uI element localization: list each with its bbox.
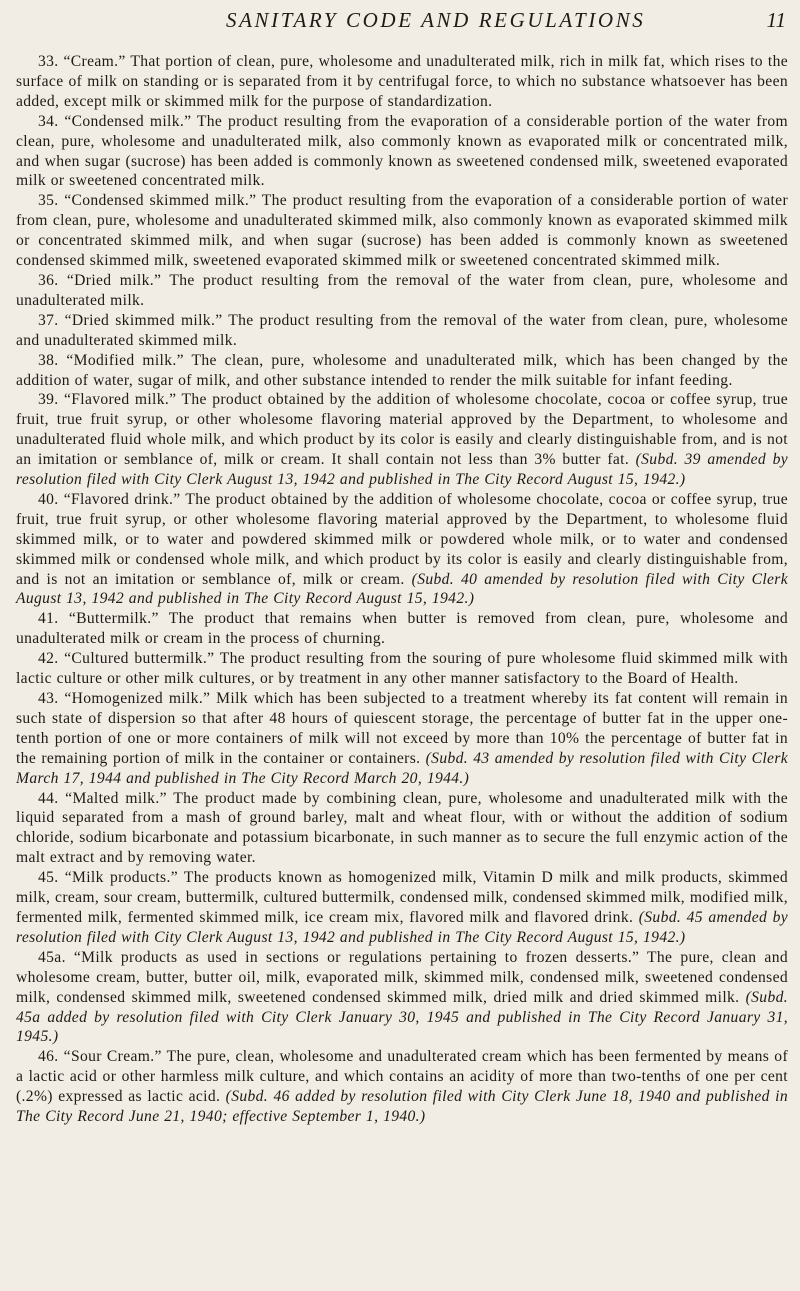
definition-text: “Condensed skimmed milk.” The product resulting from the evaporation of a considerable portion of water from clean, pure, wholesome and unadulterated skimmed milk, also commonly known as evaporated skimmed milk or concentrated skimmed milk, and when sugar (sucrose) has been added is commonly known as sweetened condensed skimmed milk, sweetened evaporated skimmed milk or sweetened concentrated skimmed milk. [16,192,788,270]
section-number: 46. [38,1048,59,1066]
definition-paragraph [16,689,788,789]
definition-paragraph [16,649,788,689]
definition-paragraph [16,948,788,1048]
page-number: 11 [766,8,786,32]
amendment-note: (Subd. 40 amended by resolution filed with City Clerk August 13, 1942 and published in The City Record August 15, 1942.) [16,570,788,608]
amendment-note: (Subd. 45 amended by resolution filed with City Clerk August 13, 1942 and published in The City Record August 15, 1942.) [16,908,789,946]
definition-paragraph [16,490,788,609]
body-text [16,52,788,1127]
section-number: 37. [38,311,59,329]
section-number: 39. [38,391,59,409]
section-number: 38. [38,351,59,369]
section-number: 34. [38,112,59,130]
definition-paragraph [16,1047,788,1127]
definition-text: “Flavored drink.” The product obtained by the addition of wholesome chocolate, cocoa or coffee syrup, true fruit, true fruit syrup, or other wholesome flavoring material approved by the Department, to wholesome fluid skimmed milk, or to water and powdered skimmed milk or powdered whole milk, or to water and condensed skimmed milk or condensed whole milk, and which product by its color is easily and clearly distinguishable from, and is not an imitation or semblance of, milk or cream. [16,490,789,588]
section-number: 45. [38,869,59,887]
section-number: 35. [38,192,59,210]
definition-paragraph [16,868,788,948]
definition-text: “Milk products as used in sections or regulations pertaining to frozen desserts.” The pure, clean and wholesome cream, butter, butter oil, milk, evaporated milk, skimmed milk, condensed milk, sweetened condensed milk, condensed skimmed milk, sweetened condensed skimmed milk, dried milk and dried skimmed milk. [16,948,788,1006]
section-number: 44. [38,789,59,807]
amendment-note: (Subd. 39 amended by resolution filed with City Clerk August 13, 1942 and published in The City Record August 15, 1942.) [16,451,789,489]
definition-text: “Dried milk.” The product resulting from the removal of the water from clean, pure, wholesome and unadulterated milk. [16,271,788,309]
section-number: 41. [38,610,59,628]
definition-text: “Buttermilk.” The product that remains when butter is removed from clean, pure, wholesome and unadulterated milk or cream in the process of churning. [16,610,789,648]
definition-paragraph [16,311,788,351]
running-head: SANITARY CODE AND REGULATIONS [226,8,646,32]
definition-text: “Condensed milk.” The product resulting from the evaporation of a considerable portion of the water from clean, pure, wholesome and unadulterated milk, also commonly known as evaporated milk or concentrated milk, and when sugar (sucrose) has been added is commonly known as sweetened condensed milk, sweetened evaporated milk or sweetened concentrated milk. [16,112,789,190]
section-number: 33. [38,53,59,70]
amendment-note: (Subd. 46 added by resolution filed with City Clerk June 18, 1940 and published in The City Record June 21, 1940; effective September 1, 1940.) [16,1088,788,1126]
definition-paragraph [16,112,788,192]
section-number: 40. [38,490,59,508]
definition-text: “Dried skimmed milk.” The product resulting from the removal of the water from clean, pure, wholesome and unadulterated skimmed milk. [16,311,788,349]
section-number: 43. [38,690,59,707]
definition-text: “Flavored milk.” The product obtained by the addition of wholesome chocolate, cocoa or coffee syrup, true fruit, true fruit syrup, or other wholesome flavoring material approved by the Department, to wholesome and unadulterated fluid whole milk, and which product by its color is easily and clearly distinguishable from, and is not an imitation or semblance of, milk or cream. It shall contain not less than 3% butter fat. [16,391,788,469]
definition-paragraph [16,609,788,649]
section-number: 45a. [38,948,66,966]
definition-text: “Homogenized milk.” Milk which has been subjected to a treatment whereby its fat content will remain in such state of dispersion so that after 48 hours of quiescent storage, the percentage of butter fat in the upper one-tenth portion of one or more containers of milk will not exceed by more than 10% the percentage of butter fat in the remaining portion of milk in the container or containers. [16,690,788,767]
page-header [0,8,800,40]
section-number: 42. [38,650,59,668]
amendment-note: (Subd. 45a added by resolution filed with City Clerk January 30, 1945 and published in The City Record January 31, 1945.) [16,988,788,1046]
definition-text: “Malted milk.” The product made by combining clean, pure, wholesome and unadulterated milk with the liquid separated from a mash of ground barley, malt and wheat flour, with or without the addition of sodium chloride, sodium bicarbonate and potassium bicarbonate, in such manner as to secure the full enzymic action of the malt extract and by removing water. [16,789,788,867]
definition-text: “Sour Cream.” The pure, clean, wholesome and unadulterated cream which has been fermented by means of a lactic acid or other harmless milk culture, and which contains an acidity of more than two-tenths of one per cent (.2%) expressed as lactic acid. [16,1048,788,1106]
definition-paragraph [16,351,788,391]
definition-text: “Milk products.” The products known as homogenized milk, Vitamin D milk and milk products, skimmed milk, cream, sour cream, buttermilk, cultured buttermilk, condensed milk, condensed skimmed milk, modified milk, fermented milk, fermented skimmed milk, ice cream mix, flavored milk and flavored drink. [16,869,789,926]
definition-text: “Cultured buttermilk.” The product resulting from the souring of pure wholesome fluid skimmed milk with lactic culture or other milk cultures, or by treatment in any other manner satisfactory to the Board of Health. [16,650,789,688]
definition-paragraph [16,52,788,112]
definition-text: “Cream.” That portion of clean, pure, wholesome and unadulterated milk, rich in milk fat, which rises to the surface of milk on standing or is separated from it by centrifugal force, to which no substance whatsoever has been added, except milk or skimmed milk for the purpose of standardization. [16,53,788,110]
definition-paragraph [16,271,788,311]
definition-text: “Modified milk.” The clean, pure, wholesome and unadulterated milk, which has been changed by the addition of water, sugar of milk, and other substance intended to render the milk suitable for infant feeding. [16,351,788,389]
amendment-note: (Subd. 43 amended by resolution filed with City Clerk March 17, 1944 and published in The City Record March 20, 1944.) [16,749,789,787]
section-number: 36. [38,271,59,289]
definition-paragraph [16,191,788,271]
definition-paragraph [16,390,788,490]
definition-paragraph [16,789,788,869]
